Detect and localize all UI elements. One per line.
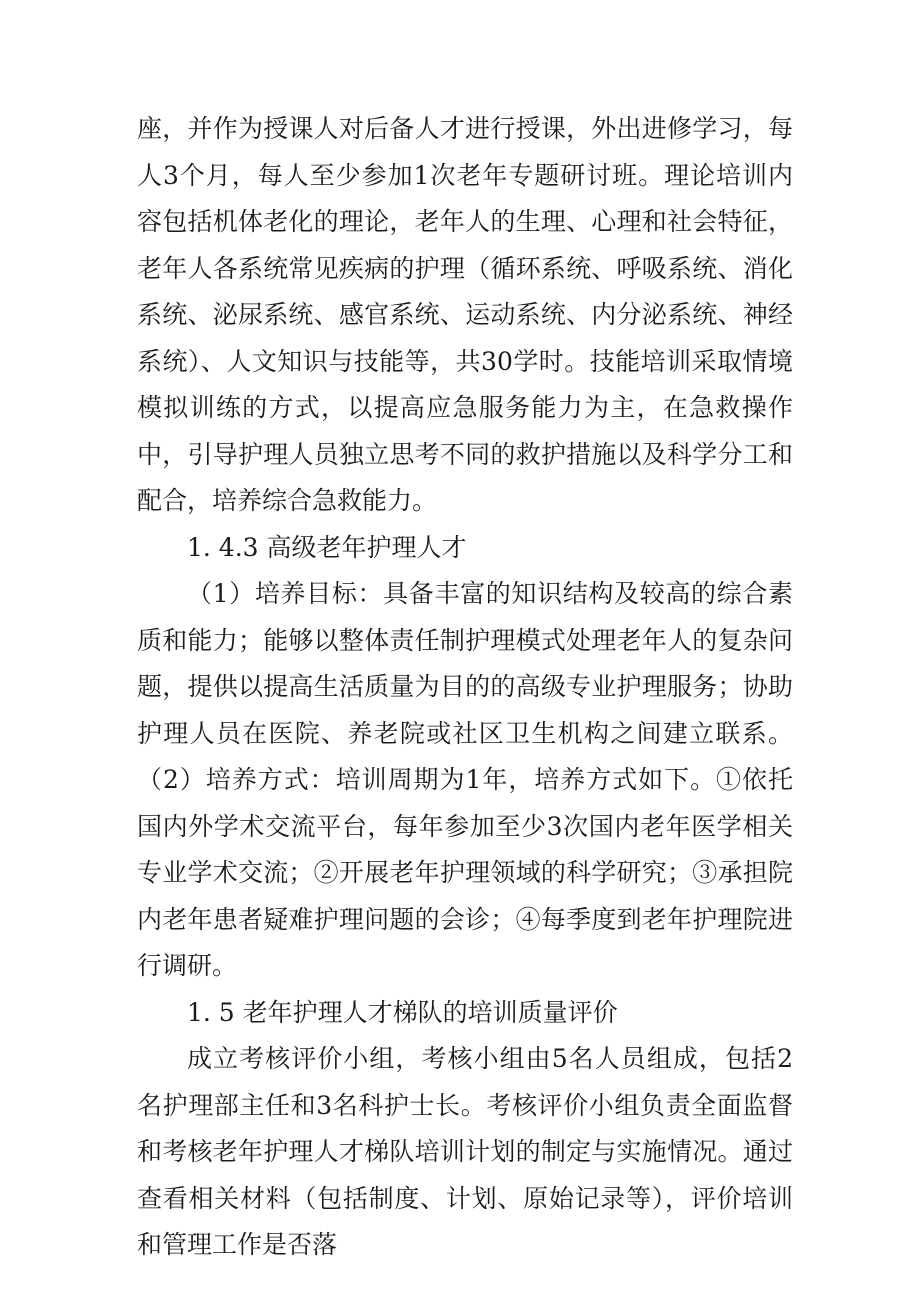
paragraph-evaluation-team: 成立考核评价小组，考核小组由5名人员组成，包括2名护理部主任和3名科护士长。考核评价小组负责全面监督和考核老年护理人才梯队培训计划的制定与实施情况。通过查看相关材料（包括制度、计划、原始记录等），评价培训和管理工作是否落 — [137, 1044, 793, 1259]
section-heading-training-quality-evaluation: 1. 5 老年护理人才梯队的培训质量评价 — [187, 997, 618, 1027]
section-heading-advanced-nursing-talent: 1. 4.3 高级老年护理人才 — [187, 532, 467, 562]
document-body — [137, 106, 793, 1269]
paragraph-training-content: 座，并作为授课人对后备人才进行授课，外出进修学习，每人3个月，每人至少参加1次老年专题研讨班。理论培训内容包括机体老化的理论，老年人的生理、心理和社会特征，老年人各系统常见疾病的护理（循环系统、呼吸系统、消化系统、泌尿系统、感官系统、运动系统、内分泌系统、神经系统）、人文知识与技能等，共30学时。技能培训采取情境模拟训练的方式，以提高应急服务能力为主，在急救操作中，引导护理人员独立思考不同的救护措施以及科学分工和配合，培养综合急救能力。 — [137, 114, 793, 515]
paragraph-training-goals-methods: （1）培养目标：具备丰富的知识结构及较高的综合素质和能力；能够以整体责任制护理模式处理老年人的复杂问题，提供以提高生活质量为目的的高级专业护理服务；协助护理人员在医院、养老院或社区卫生机构之间建立联系。（2）培养方式：培训周期为1年，培养方式如下。①依托国内外学术交流平台，每年参加至少3次国内老年医学相关专业学术交流；②开展老年护理领域的科学研究；③承担院内老年患者疑难护理问题的会诊；④每季度到老年护理院进行调研。 — [137, 579, 793, 980]
